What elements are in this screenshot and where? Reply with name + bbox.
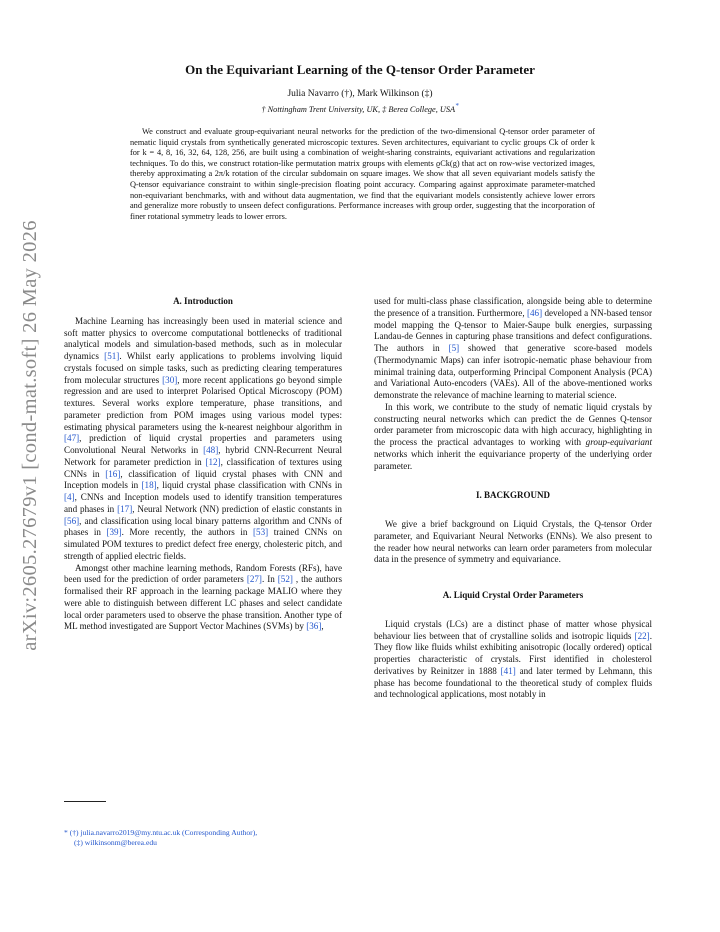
lc-paragraph: Liquid crystals (LCs) are a distinct phase of matter whose physical behaviour lies between that of crystalline solids and isotropic liquids [22]. They flow like fluids whilst exhibiting anisotropic (locally ordered) optical properties characteristic of crystals. First identified in cholesterol derivatives by Reinitzer in 1888 [41] and later termed by Lehmann, this phase has become foundational to the theoretical study of complex fluids and technological applications, most notably in [374, 618, 652, 700]
arxiv-identifier-text: arXiv:2605.27679v1 [cond-mat.soft] 26 May 2026 [18, 219, 41, 651]
abstract: We construct and evaluate group-equivariant neural networks for the prediction of the two-dimensional Q-tensor order parameter of nematic liquid crystals from synthetically generated microscopic textures. Seven architectures, equivariant to cyclic groups Ck of order k for k = 4, 8, 16, 32, 64, 128, 256, are built using a combination of weight-sharing constraints, equivariant activations and regularization techniques. To do this, we construct rotation-like permutation matrix groups with elements ϱCk(g) that act on row-wise vectorized images, thereby approximating a 2π/k rotation of the circular subdomain on square images. We show that all seven equivariant models satisfy the Q-tensor equivariance constraint to within single-precision floating point accuracy. Comparing against approximate parameter-matched non-equivariant benchmarks, with and without data augmentation, we find that the equivariant models consistently achieve lower errors and generalize more robustly to unseen defect configurations. Performance increases with group order, suggesting that the incorporation of finer rotational symmetry leads to lower errors. [130, 127, 595, 221]
affiliation-text: † Nottingham Trent University, UK, ‡ Berea College, USA [261, 104, 456, 114]
citation-link[interactable]: [17] [117, 503, 133, 514]
footnote-author-2-email[interactable]: (‡) wilkinsonm@berea.edu [74, 838, 157, 847]
footnote-author-1-email[interactable]: * (†) julia.navarro2019@my.ntu.ac.uk (Corresponding Author), [64, 828, 258, 837]
citation-link[interactable]: [27] [246, 574, 262, 585]
citation-link[interactable]: [5] [448, 343, 460, 353]
citation-link[interactable]: [4] [64, 492, 75, 502]
citation-link[interactable]: [48] [203, 445, 219, 455]
arxiv-identifier-stamp [10, 210, 50, 660]
citation-link[interactable]: [22] [634, 630, 650, 641]
paper-title: On the Equivariant Learning of the Q-tensor Order Parameter [185, 62, 535, 77]
citation-link[interactable]: [56] [64, 515, 80, 526]
citation-link[interactable]: [16] [105, 468, 121, 479]
citation-link[interactable]: [52] [277, 574, 293, 585]
section-heading-background: I. BACKGROUND [475, 490, 550, 501]
citation-link[interactable]: [36] [306, 621, 322, 632]
intro-contribution-paragraph: In this work, we contribute to the study of nematic liquid crystals by constructing neural networks which can predict the de Gennes Q-tensor order parameter from microscopic data with high accuracy, highlighting in the process the practical advantages to working with group-equivariant networks which inherit the equivariance property of the underlying order parameter. [374, 401, 652, 471]
footnote-rule [64, 801, 106, 802]
subsection-heading-lc-order-parameters: A. Liquid Crystal Order Parameters [442, 590, 584, 600]
citation-link[interactable]: [51] [104, 351, 120, 361]
citation-link[interactable]: [12] [205, 456, 221, 467]
citation-link[interactable]: [47] [64, 433, 80, 444]
emphasis-text: group-equivariant [585, 437, 652, 447]
paper-affiliation [0, 102, 720, 114]
citation-link[interactable]: [53] [253, 527, 269, 538]
affiliation-footnote-mark[interactable]: * [455, 102, 459, 110]
background-paragraph: We give a brief background on Liquid Crystals, the Q-tensor Order parameter, and Equivariant Neural Networks (ENNs). We also present to the reader how neural networks can learn order parameters from molecular data in the presence of symmetry and equivariance. [374, 519, 652, 565]
left-column [64, 296, 342, 633]
citation-link[interactable]: [18] [141, 480, 157, 491]
intro-paragraph-1: Machine Learning has increasingly been used in material science and soft matter physics to overcome computational bottlenecks of traditional analytical models and simulation-based methods, such as in molecular dynamics [51]. Whilst early applications to problems involving liquid crystals focused on simple tasks, such as predicting clearing temperatures from molecular structures [30], more recent applications go beyond simple regression and are used to interpret Polarised Optical Microscopy (POM) textures. Several works explore temperature, phase transitions, and parameter prediction from POM images using various model types: estimating physical parameters using the k-nearest neighbour algorithm in [47], prediction of liquid crystal properties and parameters using Convolutional Neural Networks in [48], hybrid CNN-Recurrent Neural Network for parameter prediction in [12], classification of textures using CNNs in [16], classification of liquid crystal phases with CNN and Inception models in [18], liquid crystal phase classification with CNNs in [4], CNNs and Inception models used to identify transition temperatures and phases in [17], Neural Network (NN) prediction of elastic constants in [56], and classification using local binary patterns algorithm and CNNs of phases in [39]. More recently, the authors in [53] trained CNNs on simulated POM textures to predict defect free energy, cholesteric pitch, and strength of applied electric fields. [64, 315, 343, 561]
paper-authors: Julia Navarro (†), Mark Wilkinson (‡) [287, 89, 433, 99]
footnote [64, 828, 364, 848]
citation-link[interactable]: [30] [162, 374, 178, 385]
intro-continued-paragraph: used for multi-class phase classification, alongside being able to determine the presence of a transition. Furthermore, [46] developed a NN-based tensor model mapping the Q-tensor to Maier-Saupe bulk energies, surpassing Landau-de Gennes in capturing phase transitions and defect configurations. The authors in [5] showed that generative score-based models (Thermodynamic Maps) can infer isotropic-nematic phase behaviour from minimal training data, outperforming Principal Component Analysis (PCA) and Variational Auto-encoders (VAEs). All of the above-mentioned works demonstrate the relevance of machine learning to material science. [374, 296, 652, 400]
citation-link[interactable]: [46] [526, 307, 543, 318]
section-heading-introduction: A. Introduction [173, 296, 233, 306]
citation-link[interactable]: [39] [106, 527, 122, 538]
intro-paragraph-2: Amongst other machine learning methods, Random Forests (RFs), have been used for the prediction of order parameters [27]. In [52] , the authors formalised their RF approach in the learning package MALIO where they were able to distinguish between different LC phases and select candidate local order parameters used to observe the phase transition. Another type of ML method investigated are Support Vector Machines (SVMs) by [36], [64, 562, 342, 632]
citation-link[interactable]: [41] [500, 665, 516, 676]
right-column [374, 296, 652, 701]
